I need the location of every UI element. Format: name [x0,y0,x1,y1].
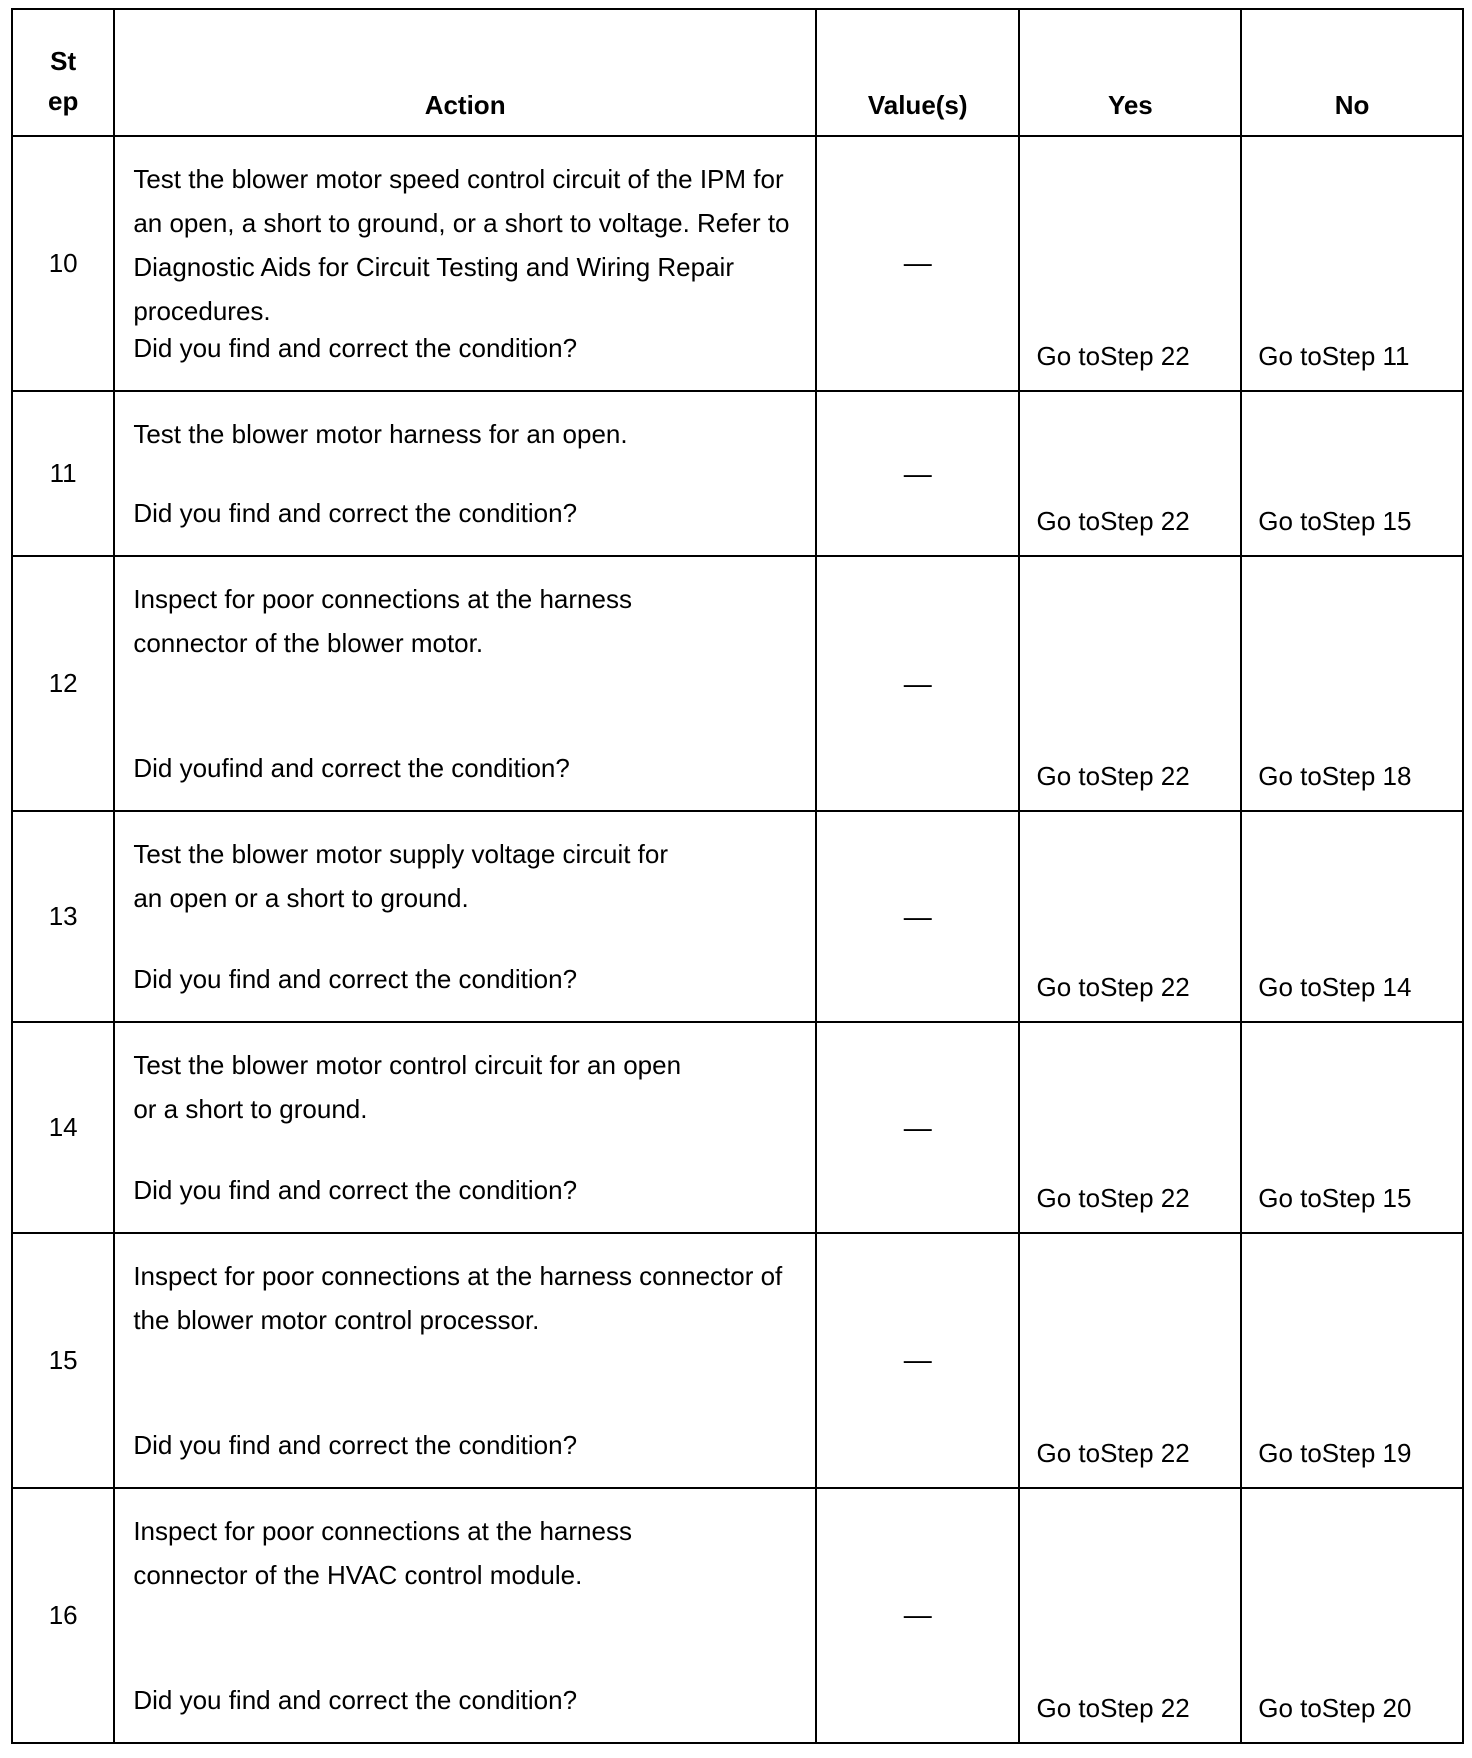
header-row [12,9,1463,136]
action-question: Did you find and correct the condition? [133,1174,578,1205]
yes-cell: Go toStep 22 [1019,391,1241,556]
yes-cell: Go toStep 22 [1019,1022,1241,1233]
step-number: 15 [12,1233,114,1488]
action-question: Did you find and correct the condition? [133,1429,578,1460]
action-question: Did you find and correct the condition? [133,964,578,995]
table-row [12,811,1463,1022]
action-question: Did youfind and correct the condition? [133,753,570,784]
step-number: 16 [12,1488,114,1743]
yes-cell: Go toStep 22 [1019,1488,1241,1743]
value-cell: — [816,391,1020,556]
no-cell: Go toStep 11 [1241,136,1463,391]
yes-cell: Go toStep 22 [1019,1233,1241,1488]
no-cell: Go toStep 15 [1241,391,1463,556]
action-cell [114,556,816,811]
table-row [12,391,1463,556]
action-question: Did you find and correct the condition? [133,332,578,363]
action-cell [114,1022,816,1233]
action-text: Inspect for poor connections at the harness connector of the blower motor. [133,584,632,659]
table-row [12,1233,1463,1488]
value-cell: — [816,1488,1020,1743]
table-row [12,1022,1463,1233]
action-question: Did you find and correct the condition? [133,1685,578,1715]
yes-header: Yes [1019,9,1241,136]
yes-cell: Go toStep 22 [1019,811,1241,1022]
action-cell [114,811,816,1022]
action-cell [114,391,816,556]
diagnostic-table [11,8,1464,1744]
table-row [12,1488,1463,1743]
yes-cell: Go toStep 22 [1019,556,1241,811]
action-text: Test the blower motor control circuit for an open or a short to ground. [133,1050,682,1125]
action-cell [114,136,816,391]
yes-cell: Go toStep 22 [1019,136,1241,391]
value-cell: — [816,811,1020,1022]
values-header: Value(s) [816,9,1020,136]
no-cell: Go toStep 15 [1241,1022,1463,1233]
value-cell: — [816,136,1020,391]
table-row [12,556,1463,811]
value-cell: — [816,1233,1020,1488]
step-number: 10 [12,136,114,391]
step-number: 13 [12,811,114,1022]
no-cell: Go toStep 14 [1241,811,1463,1022]
action-header: Action [114,9,816,136]
table-row [12,136,1463,391]
no-cell: Go toStep 20 [1241,1488,1463,1743]
action-text: Inspect for poor connections at the harness connector of the blower motor control processor. [133,1260,783,1335]
action-question: Did you find and correct the condition? [133,498,578,529]
step-header: St ep [12,9,114,136]
action-text: Inspect for poor connections at the harness connector of the HVAC control module. [133,1515,632,1590]
no-cell: Go toStep 18 [1241,556,1463,811]
action-text: Test the blower motor harness for an open. [133,418,628,449]
action-cell [114,1488,816,1743]
value-cell: — [816,556,1020,811]
step-number: 12 [12,556,114,811]
action-text: Test the blower motor speed control circuit of the IPM for an open, a short to ground, or a short to voltage. Refer to Diagnostic Aids for Circuit Testing and Wiring Repair procedures. [133,164,790,326]
step-number: 14 [12,1022,114,1233]
action-text: Test the blower motor supply voltage circuit for an open or a short to ground. [133,839,669,914]
step-number: 11 [12,391,114,556]
action-cell [114,1233,816,1488]
no-header: No [1241,9,1463,136]
no-cell: Go toStep 19 [1241,1233,1463,1488]
value-cell: — [816,1022,1020,1233]
